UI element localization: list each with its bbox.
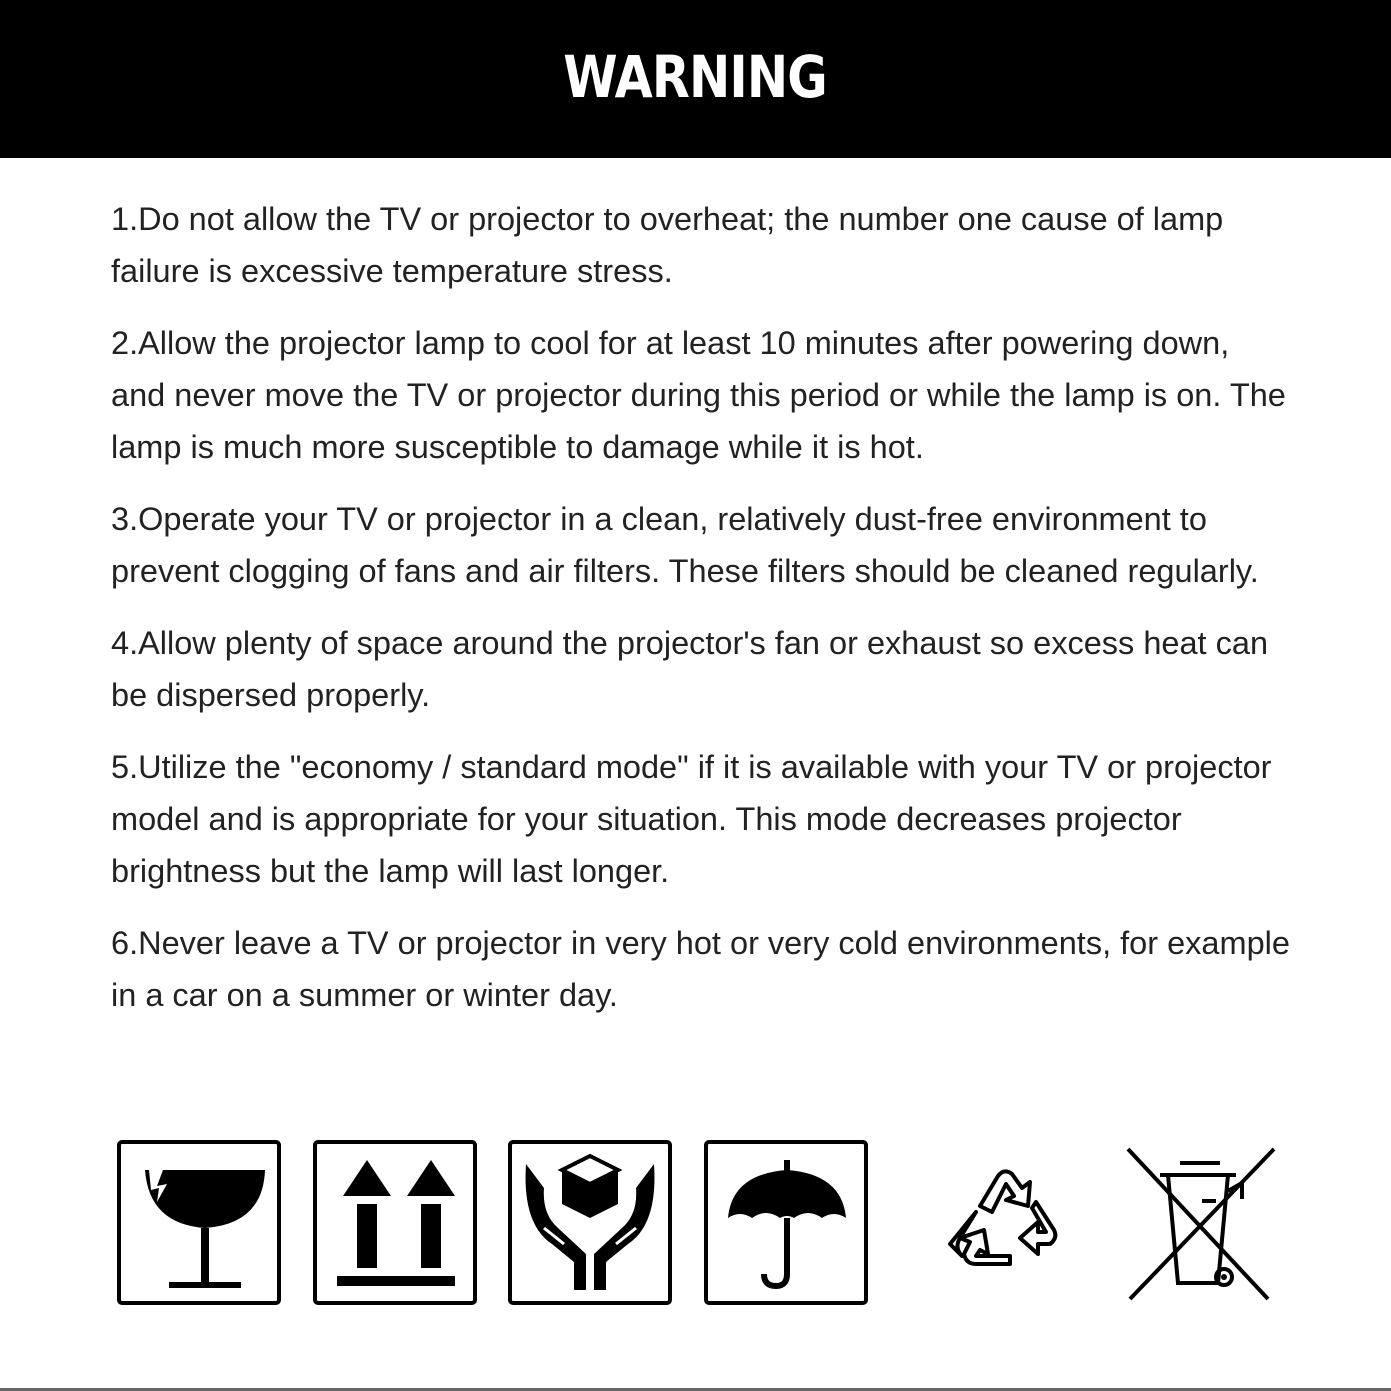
warning-item: 5.Utilize the "economy / standard mode" if it is available with your TV or projector model and is appropriate for your situation. This mode decreases projector brightness but the lamp will last longer. (111, 749, 1272, 889)
warning-item: 3.Operate your TV or projector in a clean, relatively dust-free environment to prevent clogging of fans and air filters. These filters should be cleaned regularly. (111, 501, 1259, 589)
keep-dry-icon (704, 1140, 868, 1305)
warning-item: 6.Never leave a TV or projector in very hot or very cold environments, for example in a car on a summer or winter day. (111, 925, 1290, 1013)
warning-item: 4.Allow plenty of space around the projector's fan or exhaust so excess heat can be dispersed properly. (111, 625, 1269, 713)
header-bar (0, 0, 1391, 158)
warning-item: 2.Allow the projector lamp to cool for at least 10 minutes after powering down, and never move the TV or projector during this period or while the lamp is on. The lamp is much more susceptible to damage while it is hot. (111, 325, 1286, 465)
warning-item: 1.Do not allow the TV or projector to overheat; the number one cause of lamp failure is excessive temperature stress. (111, 201, 1224, 289)
warning-list (111, 193, 1291, 1041)
recycle-icon (940, 1158, 1080, 1293)
handle-with-care-icon (508, 1140, 672, 1305)
fragile-icon (117, 1140, 281, 1305)
no-trash-bin-icon (1120, 1143, 1280, 1308)
this-way-up-icon (313, 1140, 477, 1305)
page-title: WARNING (563, 43, 828, 111)
